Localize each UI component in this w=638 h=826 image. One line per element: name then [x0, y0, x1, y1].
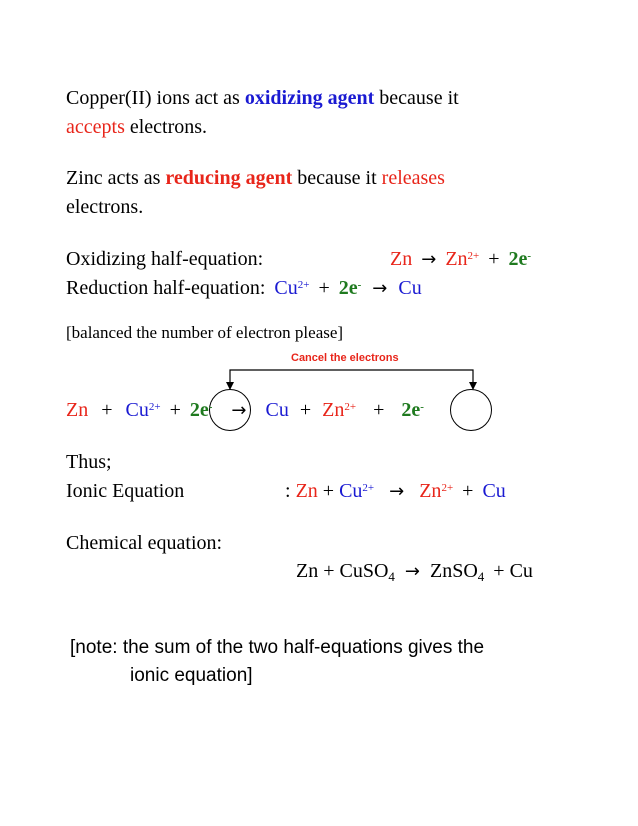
species-cu: Cu — [398, 277, 422, 299]
colon: : — [285, 480, 291, 502]
charge: 2+ — [441, 482, 454, 494]
species-zn2: Zn — [419, 480, 442, 502]
electrons: 2e — [508, 248, 528, 270]
charge: - — [527, 250, 532, 262]
subscript: 4 — [477, 569, 485, 584]
charge: - — [357, 279, 362, 291]
arrow-icon: → — [389, 481, 405, 502]
charge: 2+ — [362, 482, 375, 494]
term-accepts: accepts — [66, 116, 125, 138]
note-line1 — [70, 636, 484, 660]
species-cu2: Cu — [339, 480, 363, 502]
ionic-equation — [285, 479, 506, 504]
plus: + — [318, 277, 330, 299]
plus: + — [488, 248, 500, 270]
chemical-label — [66, 531, 222, 555]
species-cu2: Cu — [274, 277, 298, 299]
text: Cancel the electrons — [291, 352, 399, 364]
text: because it — [379, 87, 459, 109]
species-zn: Zn — [390, 248, 413, 270]
plus: + — [322, 480, 335, 502]
thus-label — [66, 450, 112, 474]
text: [balanced the number of electron please] — [66, 323, 344, 342]
term-reducing-agent: reducing agent — [165, 167, 293, 189]
species-cu: Cu — [265, 399, 289, 421]
species-cu2: Cu — [125, 399, 149, 421]
circle-right — [450, 389, 492, 431]
species-zn2: Zn — [445, 248, 468, 270]
arrow-icon: → — [404, 561, 420, 582]
subscript: 4 — [388, 569, 395, 584]
charge: 2+ — [297, 279, 310, 291]
note-line2 — [130, 664, 253, 688]
text: electrons. — [129, 116, 208, 138]
charge: 2+ — [148, 401, 161, 413]
ionic-label — [66, 479, 184, 503]
text: electrons. — [66, 196, 144, 218]
text: [note: the sum of the two half-equations gives the — [70, 637, 485, 658]
term-oxidizing-agent: oxidizing agent — [244, 87, 375, 109]
species-zn: Zn — [295, 480, 318, 502]
reactants: Zn + CuSO — [296, 560, 389, 582]
text: Thus; — [66, 451, 112, 473]
arrow-icon: → — [372, 278, 388, 299]
text: because it — [297, 167, 377, 189]
text: Chemical equation: — [66, 532, 223, 554]
term-releases: releases — [381, 167, 445, 189]
plus: + — [299, 399, 312, 421]
arrow-icon: → — [421, 249, 437, 270]
text: ionic equation] — [130, 665, 253, 686]
product-cu: + Cu — [493, 560, 533, 582]
species-zn: Zn — [66, 399, 89, 421]
electrons-right: 2e — [401, 399, 421, 421]
text: Zinc acts as — [66, 167, 161, 189]
electrons-left: 2e — [189, 399, 209, 421]
text: Ionic Equation — [66, 480, 185, 502]
charge: - — [420, 401, 424, 413]
product-znso4: ZnSO — [430, 560, 478, 582]
charge: 2+ — [467, 250, 480, 262]
charge: - — [208, 401, 213, 413]
charge: 2+ — [344, 401, 357, 413]
chemical-equation — [296, 559, 533, 585]
electrons: 2e — [338, 277, 358, 299]
arrow-icon: → — [231, 400, 247, 421]
text: Oxidizing half-equation: — [66, 248, 264, 270]
text: Copper(II) ions act as — [66, 87, 240, 109]
plus: + — [462, 480, 474, 502]
plus: + — [101, 399, 113, 421]
full-equation — [66, 398, 424, 423]
species-zn2: Zn — [322, 399, 345, 421]
species-cu: Cu — [482, 480, 506, 502]
plus: + — [169, 399, 181, 421]
plus: + — [373, 399, 385, 421]
text: Reduction half-equation: — [66, 277, 266, 299]
